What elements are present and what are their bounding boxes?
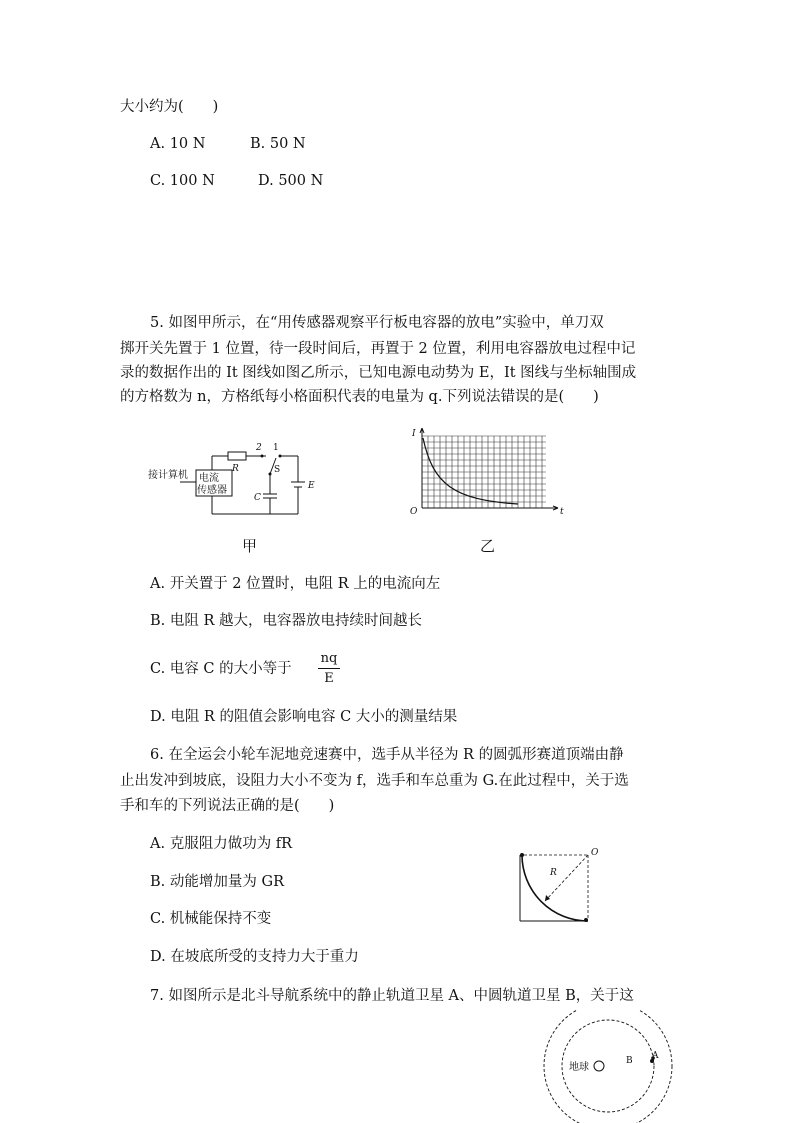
label-O-arc: O: [591, 848, 599, 858]
label-E: E: [308, 481, 315, 491]
label-1: 1: [273, 443, 279, 453]
fraction-numerator: nq: [320, 651, 338, 666]
label-B: B: [626, 1056, 633, 1066]
arc-track-diagram: [512, 843, 604, 927]
q6-line-3: 手和车的下列说法正确的是( ): [120, 798, 335, 814]
q4-option-d: D. 500 N: [258, 173, 324, 189]
orbit-diagram: [540, 1010, 680, 1123]
label-computer: 接计算机: [148, 470, 188, 481]
circuit-diagram: [148, 438, 318, 528]
q5-option-d: D. 电阻 R 的阻值会影响电容 C 大小的测量结果: [150, 709, 458, 725]
label-earth: 地球: [569, 1062, 589, 1073]
q6-option-d: D. 在坡底所受的支持力大于重力: [150, 949, 359, 965]
label-S: S: [274, 465, 281, 475]
q5-option-b: B. 电阻 R 越大，电容器放电持续时间越长: [150, 613, 423, 629]
label-R: R: [232, 464, 239, 474]
q6-option-a: A. 克服阻力做功为 fR: [150, 836, 293, 852]
label-t: t: [560, 507, 564, 517]
it-graph: [408, 424, 568, 519]
q5-line-2: 掷开关先置于 1 位置，待一段时间后，再置于 2 位置，利用电容器放电过程中记: [120, 341, 636, 357]
q4-option-c: C. 100 N: [150, 173, 215, 189]
label-sensor-2: 传感器: [197, 485, 227, 496]
q7-line-1: 7. 如图所示是北斗导航系统中的静止轨道卫星 A、中圆轨道卫星 B，关于这: [150, 988, 634, 1004]
q4-option-b: B. 50 N: [250, 136, 306, 152]
label-C: C: [254, 493, 261, 503]
label-sensor-1: 电流: [199, 473, 219, 484]
q4-option-a: A. 10 N: [150, 136, 206, 152]
fraction-denominator: E: [324, 671, 334, 686]
caption-yi: 乙: [480, 537, 496, 555]
fraction-bar: [318, 668, 340, 669]
q6-option-b: B. 动能增加量为 GR: [150, 874, 284, 890]
q5-option-c: C. 电容 C 的大小等于: [150, 661, 292, 677]
label-R-arc: R: [550, 868, 557, 878]
q6-line-2: 止出发冲到坡底，设阻力大小不变为 f，选手和车总重为 G.在此过程中，关于选: [120, 773, 629, 789]
label-O: O: [410, 507, 418, 517]
label-2: 2: [256, 443, 262, 453]
label-I: I: [412, 429, 416, 439]
label-A: A: [652, 1051, 659, 1061]
q5-line-4: 的方格数为 n，方格纸每小格面积代表的电量为 q.下列说法错误的是( ): [120, 389, 599, 405]
q5-line-1: 5. 如图甲所示，在“用传感器观察平行板电容器的放电”实验中，单刀双: [150, 315, 604, 331]
q4-stem-tail: 大小约为( ): [120, 99, 219, 115]
caption-jia: 甲: [242, 537, 258, 555]
q5-option-c-fraction: [318, 651, 340, 686]
q6-option-c: C. 机械能保持不变: [150, 911, 272, 927]
q5-option-a: A. 开关置于 2 位置时，电阻 R 上的电流向左: [150, 576, 441, 592]
q5-line-3: 录的数据作出的 It 图线如图乙所示，已知电源电动势为 E，It 图线与坐标轴围成: [120, 365, 637, 381]
q6-line-1: 6. 在全运会小轮车泥地竞速赛中，选手从半径为 R 的圆弧形赛道顶端由静: [150, 747, 624, 763]
